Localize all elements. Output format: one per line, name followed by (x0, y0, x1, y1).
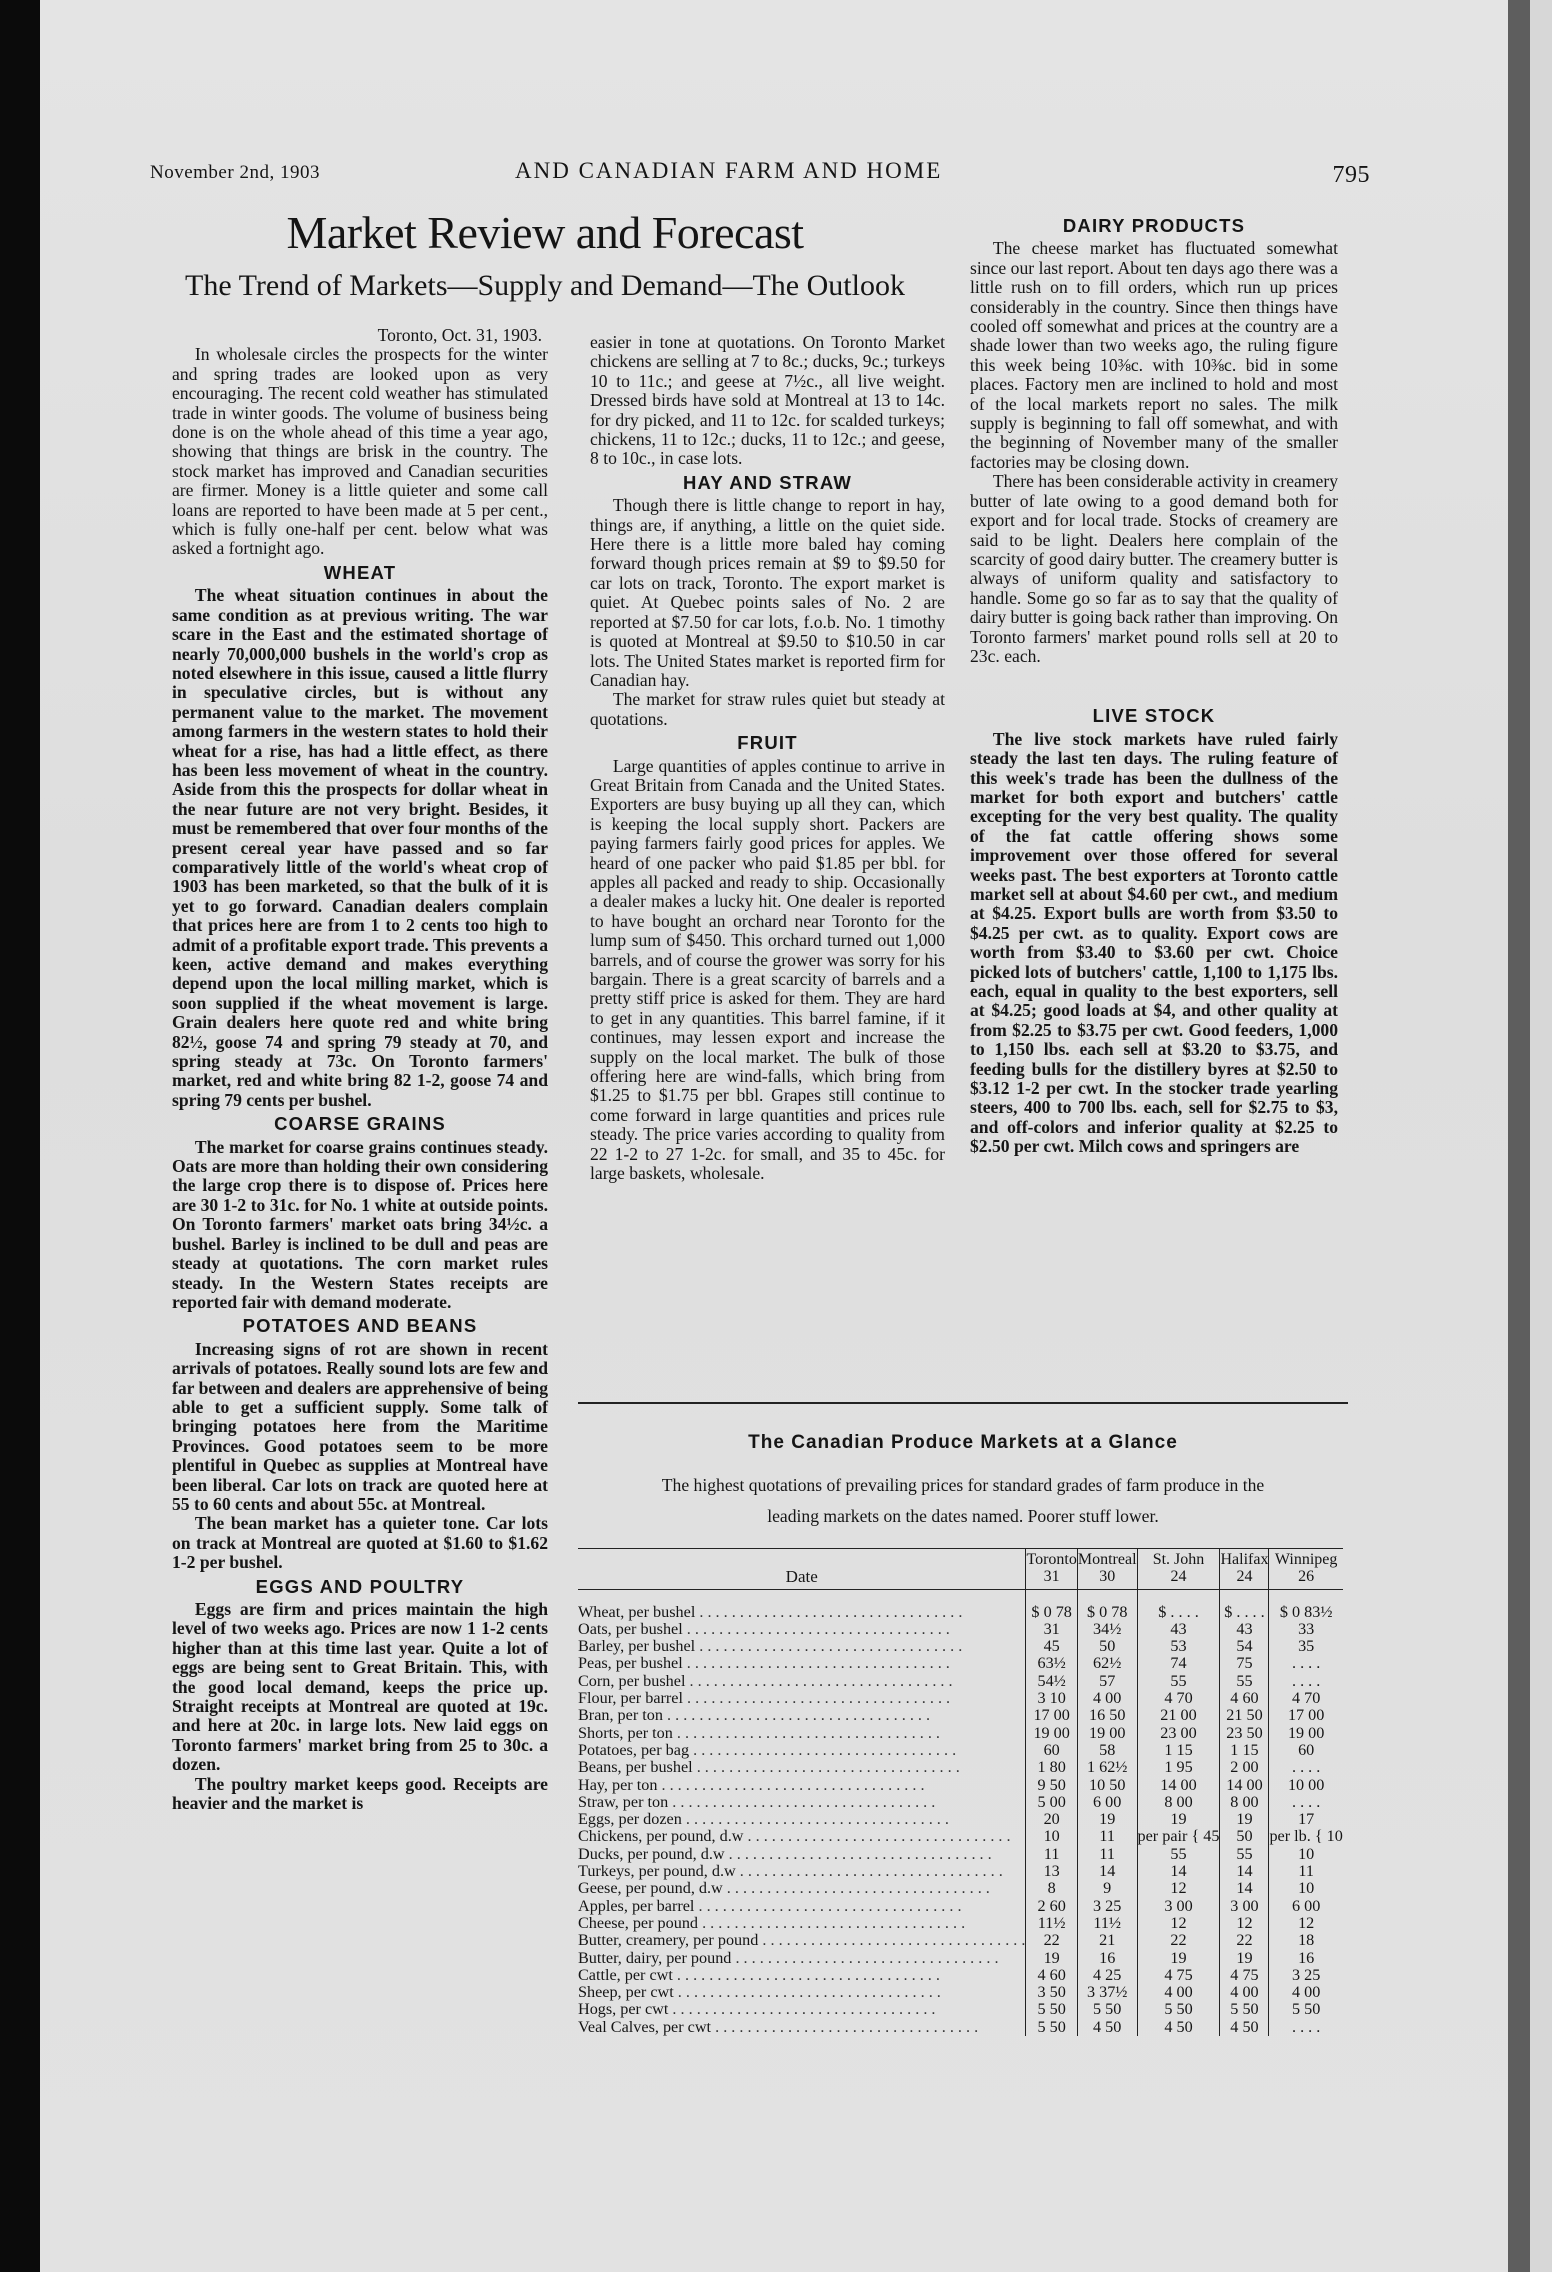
price-cell: 50 (1077, 1638, 1137, 1655)
price-cell: 55 (1137, 1846, 1220, 1863)
article-subtitle: The Trend of Markets—Supply and Demand—The Outlook (185, 269, 905, 302)
row-label: Eggs, per dozen . . . (578, 1811, 949, 1828)
beans-paragraph: The bean market has a quieter tone. Car lots on track at Montreal are quoted at $1.60 to $1.62 1-2 per bushel. (172, 1513, 548, 1573)
price-cell: 19 (1026, 1950, 1077, 1967)
potatoes-paragraph: Increasing signs of rot are shown in recent arrivals of potatoes. Really sound lots are few and far between and dealers are apprehensive of being able to get a sufficient supply. Some talk of bringing potatoes here from the Maritime Provinces. Good potatoes seem to be more plentiful in Quebec as supplies at Montreal have been liberal. Car lots on track are quoted here at 55 to 60 cents and about 55c. at Montreal. (172, 1338, 548, 1514)
price-cell: 16 (1077, 1950, 1137, 1967)
row-label-cell (578, 1794, 1026, 1811)
price-cell: $ 0 78 (1077, 1589, 1137, 1621)
row-label-cell (578, 1742, 1026, 1759)
table-row (578, 1655, 1343, 1672)
row-label: Shorts, per ton . . . (578, 1725, 940, 1742)
price-cell: 18 (1269, 1932, 1343, 1949)
price-cell: 3 00 (1137, 1898, 1220, 1915)
price-cell: 4 25 (1077, 1967, 1137, 1984)
price-cell: 3 50 (1026, 1984, 1077, 2001)
price-cell: 19 00 (1077, 1725, 1137, 1742)
dateline: Toronto, Oct. 31, 1903. (377, 325, 542, 345)
row-label: Flour, per barrel . . . (578, 1690, 950, 1707)
price-cell: 4 00 (1220, 1984, 1269, 2001)
running-head (150, 158, 1370, 188)
table-header-blank (578, 1549, 1026, 1569)
price-cell: 5 00 (1026, 1794, 1077, 1811)
price-cell: 8 (1026, 1880, 1077, 1897)
price-cell: 13 (1026, 1863, 1077, 1880)
live-stock-paragraph: The live stock markets have ruled fairly steady the last ten days. The ruling feature of this week's trade has been the dullness of the market for both export and butchers' cattle excepting for the very best quality. The quality of the fat cattle offering shows some improvement over those offered for several weeks past. The best exporters at Toronto cattle market sell at about $4.60 per cwt., and medium at $4.25. Export bulls are worth from $3.50 to $4.25 per cwt. as to quality. Export cows are worth from $3.40 to $3.60 per cwt. Choice picked lots of butchers' cattle, 1,100 to 1,175 lbs. each, equal in quality to the best exporters, sell at $4.25; good loads at $4, and other quality at from $2.25 to $3.75 per cwt. Good feeders, 1,000 to 1,150 lbs. each sell at $3.20 to $3.75, and feeding bulls for the distillery byres at $2.50 to $3.12 1-2 per cwt. In the stocker trade yearling steers, 400 to 700 lbs. each, sell for $2.75 to $3, and off-colors and inferior quality at $2.25 to $2.50 per cwt. Milch cows and springers are (970, 728, 1338, 1157)
price-cell: 8 00 (1220, 1794, 1269, 1811)
poultry-continued-paragraph: easier in tone at quotations. On Toronto Market chickens are selling at 7 to 8c.; ducks, 9c.; turkeys 10 to 11c.; and geese at 7½c., all live weight. Dressed birds have sold at Montreal at 13 to 14c. for dry picked, and 11 to 12c. for scalded turkeys; chickens, 11 to 12c.; ducks, 11 to 12c.; and geese, 8 to 10c., in case lots. (590, 332, 945, 469)
price-cell: 3 37½ (1077, 1984, 1137, 2001)
table-row (578, 2001, 1343, 2018)
row-label: Corn, per bushel . . . (578, 1673, 953, 1690)
date-header: 24 (1137, 1568, 1220, 1589)
row-label-cell (578, 2019, 1026, 2036)
price-cell: 21 (1077, 1932, 1137, 1949)
table-header-dates (578, 1568, 1343, 1589)
price-cell: 5 50 (1269, 2001, 1343, 2018)
price-cell: 17 (1269, 1811, 1343, 1828)
butter-paragraph: There has been considerable activity in creamery butter of late owing to a good demand both for export and for local trade. Stocks of creamery are said to be light. Dealers here complain of the scarcity of good dairy butter. The creamery butter is always of uniform quality and satisfactory to handle. Some go so far as to say that the quality of dairy butter is going back rather than improving. On Toronto farmers' market pound rolls sell at 20 to 23c. each. (970, 471, 1338, 666)
price-cell: 21 00 (1137, 1707, 1220, 1724)
row-label-cell (578, 1777, 1026, 1794)
row-label: Potatoes, per bag . . . (578, 1742, 956, 1759)
column-1 (172, 326, 548, 1813)
price-cell: 4 00 (1137, 1984, 1220, 2001)
price-cell: 45 (1026, 1638, 1077, 1655)
price-cell: 5 50 (1077, 2001, 1137, 2018)
row-label-cell (578, 1828, 1026, 1845)
produce-prices-table (578, 1548, 1343, 2036)
table-row (578, 1898, 1343, 1915)
article-title: Market Review and Forecast (286, 207, 804, 258)
price-cell: 4 00 (1077, 1690, 1137, 1707)
price-cell: 54½ (1026, 1673, 1077, 1690)
row-label-cell (578, 1950, 1026, 1967)
table-subtitle-line-1: The highest quotations of prevailing prices for standard grades of farm produce in the (661, 1475, 1265, 1495)
eggs-paragraph: Eggs are firm and prices maintain the high level of two weeks ago. Prices are now 1 1-2 cents higher than at this time last year. Quite a lot of eggs are being sent to Great Britain. This, with the good local demand, keeps the price up. Straight receipts at Montreal are quoted at 19c. and here at 20c. in large lots. New laid eggs on Toronto farmers' market bring from 25 to 30c. a dozen. (172, 1599, 548, 1775)
price-cell: 43 (1220, 1621, 1269, 1638)
price-cell: 60 (1026, 1742, 1077, 1759)
table-row (578, 1794, 1343, 1811)
row-label: Straw, per ton . . . (578, 1794, 935, 1811)
price-cell: 5 50 (1026, 2019, 1077, 2036)
price-cell: 12 (1220, 1915, 1269, 1932)
table-row (578, 1638, 1343, 1655)
price-cell: 43 (1137, 1621, 1220, 1638)
price-cell: . . . . (1269, 1794, 1343, 1811)
row-label: Geese, per pound, d.w . . . (578, 1880, 990, 1897)
table-row (578, 1621, 1343, 1638)
row-label-cell (578, 1759, 1026, 1776)
price-cell: 4 75 (1137, 1967, 1220, 1984)
row-label: Turkeys, per pound, d.w . . . (578, 1863, 1003, 1880)
price-cell: 4 70 (1137, 1690, 1220, 1707)
poultry-paragraph: The poultry market keeps good. Receipts are heavier and the market is (172, 1773, 548, 1814)
price-cell: 16 (1269, 1950, 1343, 1967)
price-cell: 3 25 (1269, 1967, 1343, 1984)
price-cell: 23 50 (1220, 1725, 1269, 1742)
row-label-cell (578, 1863, 1026, 1880)
price-cell: 11 (1026, 1846, 1077, 1863)
price-cell: 19 (1077, 1811, 1137, 1828)
table-row (578, 2019, 1343, 2036)
date-header: 30 (1077, 1568, 1137, 1589)
price-cell: 1 15 (1137, 1742, 1220, 1759)
column-3 (970, 212, 1338, 1157)
table-subtitle (578, 1470, 1348, 1532)
price-cell: 9 50 (1026, 1777, 1077, 1794)
price-cell: 4 70 (1269, 1690, 1343, 1707)
live-stock-section (970, 730, 1338, 1157)
price-cell: 4 60 (1026, 1967, 1077, 1984)
price-cell: 19 00 (1026, 1725, 1077, 1742)
table-row (578, 1846, 1343, 1863)
table-row (578, 1759, 1343, 1776)
price-cell: 55 (1137, 1673, 1220, 1690)
row-label-cell (578, 1898, 1026, 1915)
row-label-cell (578, 1811, 1026, 1828)
price-cell: $ . . . . (1137, 1589, 1220, 1621)
row-label-cell (578, 1725, 1026, 1742)
price-cell: 58 (1077, 1742, 1137, 1759)
price-cell: . . . . (1269, 1673, 1343, 1690)
row-label-cell (578, 1673, 1026, 1690)
coarse-grains-section (172, 1138, 548, 1313)
date-header: 31 (1026, 1568, 1077, 1589)
price-cell: $ 0 78 (1026, 1589, 1077, 1621)
price-cell: 5 50 (1137, 2001, 1220, 2018)
row-label-cell (578, 1932, 1026, 1949)
price-cell: 4 00 (1269, 1984, 1343, 2001)
row-label-cell (578, 1984, 1026, 2001)
row-label-cell (578, 2001, 1026, 2018)
price-cell: 31 (1026, 1621, 1077, 1638)
row-label: Veal Calves, per cwt . . . (578, 2019, 978, 2036)
row-label: Cheese, per pound . . . (578, 1915, 965, 1932)
table-title: The Canadian Produce Markets at a Glance (748, 1432, 1178, 1453)
row-label-cell (578, 1621, 1026, 1638)
section-heading-fruit: FRUIT (737, 732, 798, 754)
price-cell: 17 00 (1026, 1707, 1077, 1724)
row-label: Butter, creamery, per pound . . . (578, 1932, 1025, 1949)
coarse-grains-paragraph: The market for coarse grains continues steady. Oats are more than holding their own considering the large crop there is to dispose of. Prices here are 30 1-2 to 31c. for No. 1 white at outside points. On Toronto farmers' market oats bring 34½c. a bushel. Barley is inclined to be dull and peas are steady at quotations. The corn market rules steady. In the Western States receipts are reported fair with demand moderate. (172, 1136, 548, 1312)
publication-name: AND CANADIAN FARM AND HOME (515, 158, 943, 183)
eggs-section (172, 1600, 548, 1813)
price-cell: 23 00 (1137, 1725, 1220, 1742)
table-row (578, 1725, 1343, 1742)
hay-paragraph: Though there is little change to report in hay, things are, if anything, a little on the quiet side. Here there is a little more baled hay coming forward though prices remain at $9 to $9.50 for car lots on track, Toronto. The export market is quiet. At Quebec points sales of No. 2 are reported at $7.50 for car lots, f.o.b. No. 1 timothy is quoted at Montreal at $9.50 to $10.50 in car lots. The United States market is reported firm for Canadian hay. (590, 495, 945, 690)
price-cell: 1 80 (1026, 1759, 1077, 1776)
table-body (578, 1589, 1343, 2036)
row-label-cell (578, 1967, 1026, 1984)
price-cell: 74 (1137, 1655, 1220, 1672)
date-label: Date (578, 1568, 1026, 1589)
price-cell: 14 00 (1137, 1777, 1220, 1794)
market-header: St. John (1137, 1549, 1220, 1569)
table-row (578, 1811, 1343, 1828)
row-label: Wheat, per bushel . . . (578, 1603, 962, 1621)
table-subtitle-line-2: leading markets on the dates named. Poorer stuff lower. (767, 1506, 1159, 1526)
price-cell: 19 (1137, 1811, 1220, 1828)
wheat-section (172, 586, 548, 1110)
price-cell: 4 60 (1220, 1690, 1269, 1707)
scan-right-edge (1508, 0, 1530, 2272)
issue-date: November 2nd, 1903 (150, 162, 320, 183)
price-cell: 19 (1220, 1811, 1269, 1828)
price-cell: 53 (1137, 1638, 1220, 1655)
price-cell: 55 (1220, 1846, 1269, 1863)
market-header: Halifax (1220, 1549, 1269, 1569)
table-top-rule (578, 1402, 1348, 1404)
price-cell: 50 (1220, 1828, 1269, 1845)
intro-paragraph: In wholesale circles the prospects for the winter and spring trades are looked upon as very encouraging. The recent cold weather has stimulated trade in winter goods. The volume of business being done is on the whole ahead of this time a year ago, showing that things are brisk in the country. The stock market has improved and Canadian securities are firmer. Money is a little quieter and some call loans are reported to have been made at 5 per cent., which is fully one-half per cent. below what was asked a fortnight ago. (172, 344, 548, 559)
wheat-paragraph: The wheat situation continues in about the same condition as at previous writing. The war scare in the East and the estimated shortage of nearly 70,000,000 bushels in the world's crop as noted elsewhere in this issue, caused a little flurry in speculative circles, but is without any permanent value to the market. The movement among farmers in the western states to hold their wheat for a rise, has had a little effect, as there has been less movement of wheat in the country. Aside from this the prospects for dollar wheat in the near future are not very bright. Besides, it must be remembered that over four months of the present cereal year have passed and so far comparatively little of the world's wheat crop of 1903 has been marketed, so that the bulk of it is yet to go forward. Canadian dealers complain that prices here are from 1 to 2 cents too high to admit of a profitable export trade. This prevents a keen, active demand and makes everything depend upon the local milling market, which is soon supplied if the wheat movement is large. Grain dealers here quote red and white bring 82½, goose 74 and spring 79 steady at 70, and spring steady at 73c. On Toronto farmers' market, red and white bring 82 1-2, goose 74 and spring 79 cents per bushel. (172, 585, 548, 1110)
price-cell: 21 50 (1220, 1707, 1269, 1724)
row-label: Apples, per barrel . . . (578, 1898, 962, 1915)
date-header: 24 (1220, 1568, 1269, 1589)
price-cell: 3 10 (1026, 1690, 1077, 1707)
price-cell: 17 00 (1269, 1707, 1343, 1724)
price-cell: 4 75 (1220, 1967, 1269, 1984)
row-label: Hay, per ton . . . (578, 1777, 925, 1794)
row-label-cell (578, 1880, 1026, 1897)
price-cell: 22 (1220, 1932, 1269, 1949)
table-row (578, 1932, 1343, 1949)
price-cell: 5 50 (1026, 2001, 1077, 2018)
table-row (578, 1690, 1343, 1707)
market-header: Winnipeg (1269, 1549, 1343, 1569)
dairy-paragraph: The cheese market has fluctuated somewhat since our last report. About ten days ago there was a little rush on to fill orders, which run up prices considerably in the country. Since then things have cooled off somewhat and prices at the country are a shade lower than two weeks ago, the ruling figure this week being 10⅜c. with 10⅜c. bid in some places. Factory men are inclined to hold and most of the local markets report no sales. The milk supply is beginning to fall off somewhat, and with the beginning of November many of the smaller factories may be closing down. (970, 238, 1338, 472)
row-label: Bran, per ton . . . (578, 1707, 930, 1724)
price-cell: 14 00 (1220, 1777, 1269, 1794)
price-cell: 14 (1220, 1863, 1269, 1880)
price-cell: 19 (1220, 1950, 1269, 1967)
section-heading-eggs-poultry: EGGS AND POULTRY (255, 1575, 465, 1597)
section-heading-wheat: WHEAT (323, 561, 397, 583)
price-cell: $ . . . . (1220, 1589, 1269, 1621)
row-label: Beans, per bushel . . . (578, 1759, 960, 1776)
price-cell: . . . . (1269, 2019, 1343, 2036)
price-cell: 57 (1077, 1673, 1137, 1690)
price-cell: 62½ (1077, 1655, 1137, 1672)
price-cell: 22 (1026, 1932, 1077, 1949)
date-header: 26 (1269, 1568, 1343, 1589)
price-cell: 14 (1220, 1880, 1269, 1897)
row-label: Oats, per bushel . . . (578, 1621, 950, 1638)
row-label-cell (578, 1915, 1026, 1932)
fruit-paragraph: Large quantities of apples continue to arrive in Great Britain from Canada and the United States. Exporters are busy buying up all they can, which is keeping the local supply short. Packers are paying farmers fairly good prices for apples. We heard of one packer who paid $1.85 per bbl. for apples all packed and ready to ship. Occasionally a dealer makes a lucky hit. One dealer is reported to have bought an orchard near Toronto for the lump sum of $450. This orchard turned out 1,000 barrels, and of course the grower was sorry for his bargain. There is a great scarcity of barrels and a pretty stiff price is asked for them. They are hard to get in any quantities. This barrel famine, if it continues, may lessen export and increase the supply on the local market. The bulk of those offering here are wind-falls, which bring from $1.25 to $1.75 per bbl. Grapes still continue to come forward in large quantities and prices rule steady. The price varies according to quality from 22 1-2 to 27 1-2c. for small, and 35 to 45c. for large baskets, wholesale. (590, 755, 945, 1184)
price-cell: 11 (1077, 1828, 1137, 1845)
price-cell: 3 00 (1220, 1898, 1269, 1915)
row-label: Chickens, per pound, d.w . . . (578, 1828, 1011, 1845)
section-heading-live-stock: LIVE STOCK (1092, 705, 1216, 727)
price-cell: . . . . (1269, 1655, 1343, 1672)
market-header: Montreal (1077, 1549, 1137, 1569)
row-label-cell (578, 1707, 1026, 1724)
straw-paragraph: The market for straw rules quiet but steady at quotations. (590, 689, 945, 729)
row-label: Hogs, per cwt . . . (578, 2001, 935, 2018)
price-cell: 11½ (1077, 1915, 1137, 1932)
price-cell: 75 (1220, 1655, 1269, 1672)
table-row (578, 1777, 1343, 1794)
row-label-cell (578, 1655, 1026, 1672)
price-cell: 11½ (1026, 1915, 1077, 1932)
row-label: Peas, per bushel . . . (578, 1655, 950, 1672)
row-label: Ducks, per pound, d.w . . . (578, 1846, 992, 1863)
table-row (578, 1967, 1343, 1984)
page-number: 795 (1332, 162, 1370, 188)
price-cell: 10 00 (1269, 1777, 1343, 1794)
row-label: Barley, per bushel . . . (578, 1638, 962, 1655)
table-row (578, 1880, 1343, 1897)
table-row (578, 1863, 1343, 1880)
price-cell: 1 15 (1220, 1742, 1269, 1759)
price-cell: 12 (1137, 1915, 1220, 1932)
price-cell: 6 00 (1269, 1898, 1343, 1915)
table-row (578, 1589, 1343, 1621)
price-cell: 35 (1269, 1638, 1343, 1655)
price-cell: 10 (1026, 1828, 1077, 1845)
price-cell: 1 62½ (1077, 1759, 1137, 1776)
table-row (578, 1673, 1343, 1690)
price-cell: per lb. { 10 (1269, 1827, 1343, 1846)
table-row (578, 1742, 1343, 1759)
price-cell: 19 00 (1269, 1725, 1343, 1742)
price-cell: 4 50 (1077, 2019, 1137, 2036)
row-label-cell (578, 1690, 1026, 1707)
price-cell: 22 (1137, 1932, 1220, 1949)
price-cell: 16 50 (1077, 1707, 1137, 1724)
price-cell: 6 00 (1077, 1794, 1137, 1811)
table-row (578, 1984, 1343, 2001)
table-row (578, 1707, 1343, 1724)
table-row (578, 1828, 1343, 1845)
price-cell: $ 0 83½ (1269, 1589, 1343, 1621)
price-cell: 14 (1137, 1863, 1220, 1880)
price-cell: 2 60 (1026, 1898, 1077, 1915)
price-cell: . . . . (1269, 1759, 1343, 1776)
price-cell: 10 (1269, 1880, 1343, 1897)
price-cell: 55 (1220, 1673, 1269, 1690)
row-label: Butter, dairy, per pound . . . (578, 1950, 999, 1967)
price-cell: 11 (1077, 1846, 1137, 1863)
price-cell: 4 50 (1137, 2019, 1220, 2036)
price-cell: 2 00 (1220, 1759, 1269, 1776)
section-heading-coarse-grains: COARSE GRAINS (274, 1113, 446, 1135)
table-row (578, 1950, 1343, 1967)
column-2 (590, 333, 945, 1183)
section-heading-potatoes-beans: POTATOES AND BEANS (242, 1315, 478, 1337)
row-label-cell (578, 1846, 1026, 1863)
article-headline (150, 206, 940, 303)
table-row (578, 1915, 1343, 1932)
price-cell: per pair { 45 (1137, 1827, 1220, 1846)
row-label-cell (578, 1638, 1026, 1655)
price-cell: 63½ (1026, 1655, 1077, 1672)
price-cell: 5 50 (1220, 2001, 1269, 2018)
price-cell: 12 (1269, 1915, 1343, 1932)
price-cell: 34½ (1077, 1621, 1137, 1638)
potatoes-section (172, 1340, 548, 1573)
price-cell: 10 50 (1077, 1777, 1137, 1794)
price-cell: 9 (1077, 1880, 1137, 1897)
section-heading-dairy: DAIRY PRODUCTS (1062, 215, 1246, 236)
price-cell: 14 (1077, 1863, 1137, 1880)
price-cell: 3 25 (1077, 1898, 1137, 1915)
price-cell: 4 50 (1220, 2019, 1269, 2036)
price-cell: 20 (1026, 1811, 1077, 1828)
price-cell: 10 (1269, 1846, 1343, 1863)
price-cell: 19 (1137, 1950, 1220, 1967)
table-header-markets (578, 1549, 1343, 1569)
section-heading-hay-straw: HAY AND STRAW (682, 471, 853, 493)
price-cell: 8 00 (1137, 1794, 1220, 1811)
row-label-cell (578, 1589, 1026, 1621)
price-cell: 1 95 (1137, 1759, 1220, 1776)
scan-left-edge (0, 0, 40, 2272)
row-label: Cattle, per cwt . . . (578, 1967, 940, 1984)
price-cell: 60 (1269, 1742, 1343, 1759)
price-cell: 12 (1137, 1880, 1220, 1897)
row-label: Sheep, per cwt . . . (578, 1984, 941, 2001)
price-cell: 11 (1269, 1863, 1343, 1880)
price-cell: 33 (1269, 1621, 1343, 1638)
price-cell: 54 (1220, 1638, 1269, 1655)
market-header: Toronto (1026, 1549, 1077, 1569)
